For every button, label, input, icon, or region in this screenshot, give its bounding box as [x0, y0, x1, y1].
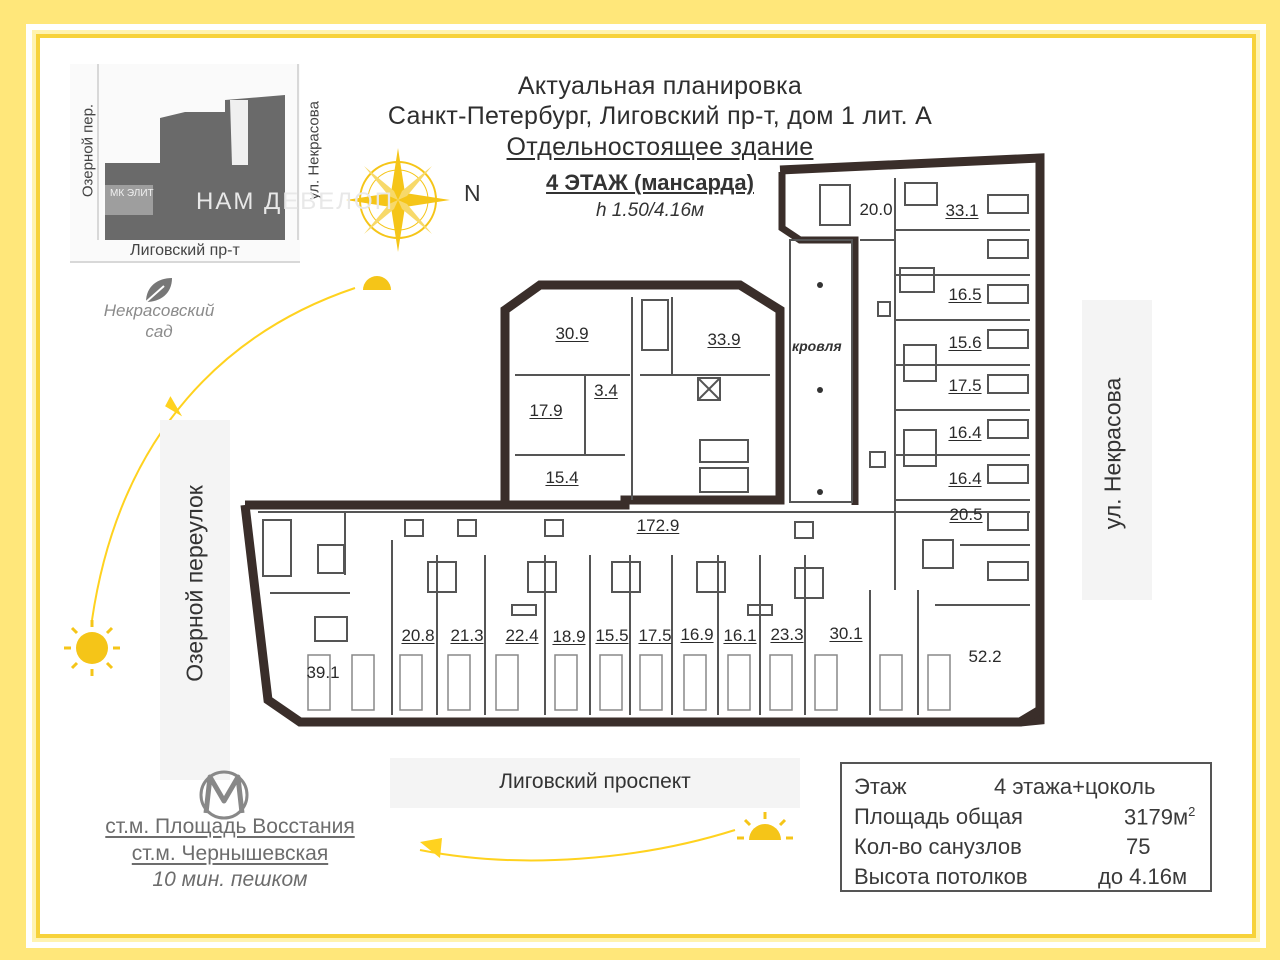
- room-area: 16.4: [948, 469, 982, 488]
- info-box: [840, 762, 1212, 892]
- room-area: 15.5: [595, 626, 629, 645]
- room-area: 172.9: [636, 516, 680, 535]
- info-wc-label: Кол-во санузлов: [854, 834, 1022, 859]
- sun-icon-top: [363, 276, 391, 290]
- header-address: Санкт-Петербург, Лиговский пр-т, дом 1 лит. А: [387, 102, 933, 130]
- room-area: 20.5: [949, 505, 983, 524]
- sun-icon-bottom: [737, 812, 793, 840]
- info-area-label: Площадь общая: [854, 804, 1023, 829]
- leaf-icon: [146, 278, 172, 302]
- street-bottom-label: Лиговский проспект: [499, 770, 691, 793]
- room-area: 17.9: [529, 401, 563, 420]
- info-ceiling-label: Высота потолков: [854, 864, 1028, 889]
- locator-street-left: [78, 64, 98, 240]
- roof-label: кровля: [792, 338, 842, 354]
- info-floor-label: Этаж: [854, 774, 907, 799]
- street-left-label: Озерной переулок: [181, 485, 208, 682]
- metro-station-1: ст.м. Площадь Восстания: [105, 815, 355, 838]
- room-area: 30.1: [829, 624, 863, 643]
- info-ceiling-value: до 4.16м: [1098, 864, 1188, 889]
- park-type: сад: [145, 322, 173, 341]
- watermark: НАМ ДЕВЕЛОП: [196, 188, 394, 215]
- locator-map: [70, 64, 300, 262]
- info-floor-value: 4 этажа+цоколь: [994, 774, 1156, 799]
- room-area: 52.2: [968, 647, 1002, 666]
- park-label: [94, 300, 224, 342]
- room-area: 18.9: [552, 627, 586, 646]
- room-area: 23.3: [770, 625, 804, 644]
- locator-street-left-label: Озерной пер.: [79, 103, 97, 198]
- room-area: 17.5: [948, 376, 982, 395]
- header-building-type: Отдельностоящее здание: [506, 133, 814, 161]
- north-label: N: [464, 180, 481, 206]
- info-area-number: 3179м: [1124, 804, 1189, 830]
- room-area: 16.4: [948, 423, 982, 442]
- info-area-unit-exp: 2: [1188, 804, 1196, 819]
- street-right-label: ул. Некрасова: [1099, 377, 1126, 530]
- room-area: 39.1: [306, 663, 340, 682]
- metro-station-2: ст.м. Чернышевская: [131, 842, 329, 865]
- logo-text: МК ЭЛИТ: [110, 188, 154, 199]
- floor-title: 4 ЭТАЖ (мансарда): [546, 170, 754, 195]
- header-title: Актуальная планировка: [517, 72, 803, 100]
- room-area: 15.4: [545, 468, 579, 487]
- room-area: 16.5: [948, 285, 982, 304]
- street-right: [1098, 300, 1128, 600]
- room-area: 33.1: [945, 201, 979, 220]
- room-area: 15.6: [948, 333, 982, 352]
- room-area: 30.9: [555, 324, 589, 343]
- info-wc-value: 75: [1126, 834, 1151, 859]
- room-area: 17.5: [638, 626, 672, 645]
- metro-walk-time: 10 мин. пешком: [152, 868, 308, 891]
- locator-street-bottom: Лиговский пр-т: [130, 242, 240, 259]
- park-name: Некрасовский: [103, 301, 215, 320]
- room-area: 22.4: [505, 626, 539, 645]
- room-area: 21.3: [450, 626, 484, 645]
- room-area: 3.4: [594, 381, 618, 400]
- info-area-value: [1124, 804, 1195, 830]
- street-left: [180, 420, 210, 780]
- room-area: 16.1: [723, 626, 757, 645]
- floor-height: h 1.50/4.16м: [595, 200, 705, 221]
- locator-street-right-label: ул. Некрасова: [305, 101, 323, 200]
- sun-icon-left: [64, 620, 120, 676]
- room-area: 33.9: [707, 330, 741, 349]
- room-area: 16.9: [680, 625, 714, 644]
- room-area: 20.0: [859, 200, 893, 219]
- room-area: 20.8: [401, 626, 435, 645]
